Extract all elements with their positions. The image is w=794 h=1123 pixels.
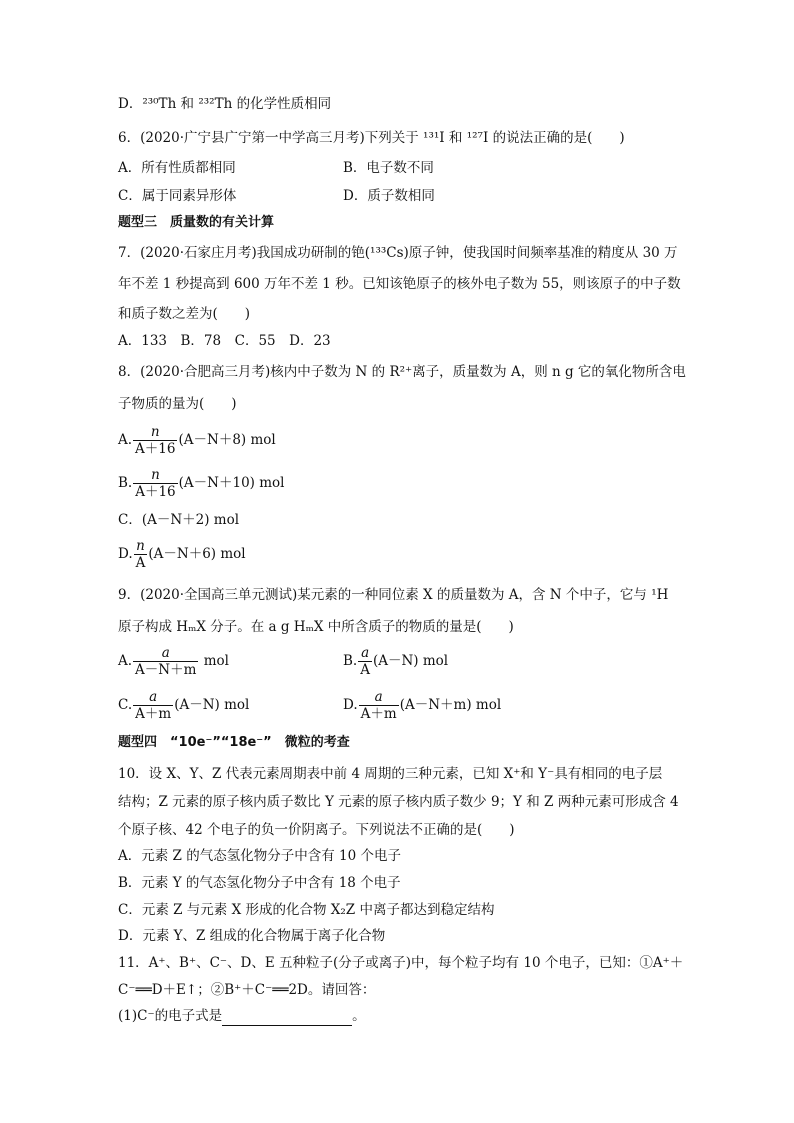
q6-option-a: A．所有性质都相同 xyxy=(118,160,236,176)
q7-options: A．133 B．78 C．55 D．23 xyxy=(118,333,331,349)
q9-option-d: D. $\frac{a}{A+m}$ (A－N＋m) mol xyxy=(343,689,502,722)
q5-option-d: D．²³⁰Th 和 ²³²Th 的化学性质相同 xyxy=(118,96,332,112)
fraction: $\frac{n}{A}$ xyxy=(135,538,146,571)
q7-line-2: 年不差 1 秒提高到 600 万年不差 1 秒。已知该铯原子的核外电子数为 55，则该原子的中子数 xyxy=(118,276,681,292)
q6-stem: 6．(2020·广宁县广宁第一中学高三月考)下列关于 ¹³¹I 和 ¹²⁷I 的说法正确的是( ) xyxy=(118,130,625,146)
q8-option-b: B. $\frac{n}{A+16}$ (A－N＋10) mol xyxy=(118,467,285,500)
q9-line-1: 9．(2020·全国高三单元测试)某元素的一种同位素 X 的质量数为 A，含 N 个中子，它与 ¹H xyxy=(118,587,669,603)
q10-line-1: 10．设 X、Y、Z 代表元素周期表中前 4 周期的三种元素，已知 X⁺和 Y⁻具有相同的电子层 xyxy=(118,766,663,782)
q10-option-c: C．元素 Z 与元素 X 形成的化合物 X₂Z 中离子都达到稳定结构 xyxy=(118,902,495,918)
q8-option-a: A. $\frac{n}{A+16}$ (A－N＋8) mol xyxy=(118,424,276,457)
fraction: $\frac{a}{A-N+m}$ xyxy=(135,645,197,678)
q10-option-a: A．元素 Z 的气态氢化物分子中含有 10 个电子 xyxy=(118,848,401,864)
q9-option-b: B. $\frac{a}{A}$ (A－N) mol xyxy=(343,645,449,678)
q10-line-3: 个原子核、42 个电子的负一价阴离子。下列说法不正确的是( ) xyxy=(118,822,515,838)
fraction: $\frac{a}{A}$ xyxy=(360,645,370,678)
q9-option-c: C. $\frac{a}{A+m}$ (A－N) mol xyxy=(118,689,250,722)
q8-option-d: D. $\frac{n}{A}$ (A－N＋6) mol xyxy=(118,538,246,571)
q9-option-a: A. $\frac{a}{A-N+m}$ mol xyxy=(118,645,229,678)
q8-option-c: C．(A－N＋2) mol xyxy=(118,512,240,528)
q9-line-2: 原子构成 HₘX 分子。在 a g HₘX 中所含质子的物质的量是( ) xyxy=(118,619,514,635)
q10-option-d: D．元素 Y、Z 组成的化合物属于离子化合物 xyxy=(118,928,386,944)
fraction: $\frac{n}{A+16}$ xyxy=(135,424,176,457)
q11-line-1: 11．A⁺、B⁺、C⁻、D、E 五种粒子(分子或离子)中，每个粒子均有 10 个电子，已知：①A⁺＋ xyxy=(118,955,684,971)
q11-line-2: C⁻══D＋E↑；②B⁺＋C⁻══2D。请回答： xyxy=(118,982,376,998)
q11-sub-1: (1)C⁻的电子式是 。 xyxy=(118,1008,366,1024)
answer-blank[interactable] xyxy=(222,1011,352,1026)
fraction: $\frac{n}{A+16}$ xyxy=(135,467,176,500)
q6-option-b: B．电子数不同 xyxy=(343,160,434,176)
q10-line-2: 结构；Z 元素的原子核内质子数比 Y 元素的原子核内质子数少 9；Y 和 Z 两种元素可形成含 4 xyxy=(118,794,679,810)
q8-line-1: 8．(2020·合肥高三月考)核内中子数为 N 的 R²⁺离子，质量数为 A，则 n g 它的氧化物所含电 xyxy=(118,364,686,380)
fraction: $\frac{a}{A+m}$ xyxy=(360,689,397,722)
q10-option-b: B．元素 Y 的气态氢化物分子中含有 18 个电子 xyxy=(118,875,401,891)
q7-line-1: 7．(2020·石家庄月考)我国成功研制的铯(¹³³Cs)原子钟，使我国时间频率基准的精度从 30 万 xyxy=(118,245,678,261)
q6-option-c: C．属于同素异形体 xyxy=(118,188,237,204)
section-4-heading: 题型四 “10e⁻”“18e⁻” 微粒的考查 xyxy=(118,735,350,750)
q6-option-d: D．质子数相同 xyxy=(343,188,435,204)
section-3-heading: 题型三 质量数的有关计算 xyxy=(118,215,275,230)
q8-line-2: 子物质的量为( ) xyxy=(118,396,237,412)
fraction: $\frac{a}{A+m}$ xyxy=(135,689,172,722)
q7-line-3: 和质子数之差为( ) xyxy=(118,306,251,322)
